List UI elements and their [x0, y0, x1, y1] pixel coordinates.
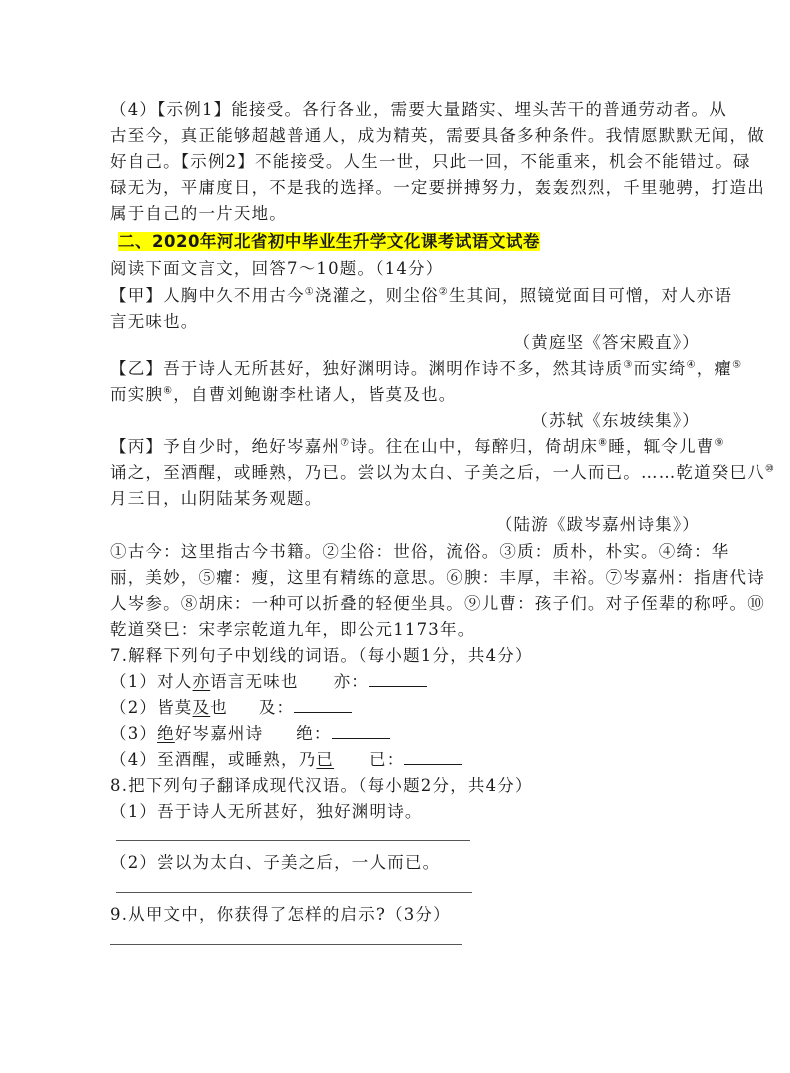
q7-item-2-underlined: 及 — [192, 698, 211, 717]
note-marker-2: ② — [438, 286, 449, 298]
q8-answer-line-2[interactable] — [116, 892, 472, 893]
bing-text-d: 诵之，至酒醒，或睡熟，乃已。尝以为太白、子美之后，一人而已。……乾道癸巳八 — [110, 463, 765, 482]
q7-item-1-prefix: （1）对人 — [110, 672, 193, 691]
q7-item-1-rest: 语言无味也 — [210, 672, 299, 691]
q8-answer-line-1[interactable] — [116, 840, 470, 841]
section-heading-text: 二、2020年河北省初中毕业生升学文化课考试语文试卷 — [118, 232, 540, 251]
note-marker-3: ③ — [623, 359, 634, 371]
yi-line-1 — [110, 356, 742, 382]
yi-text-d: 而实腴 — [110, 385, 164, 404]
q9-title: 9.从甲文中，你获得了怎样的启示?（3分） — [110, 905, 451, 924]
jia-text-b: 浇灌之，则尘俗 — [314, 286, 439, 305]
q7-answer-blank-2[interactable] — [294, 696, 352, 713]
jia-text-c: 生其间，照镜觉面目可憎，对人亦语 — [448, 286, 733, 305]
q7-item-4-underlined: 已 — [316, 750, 335, 769]
example-line-2: 古至今，真正能够超越普通人，成为精英，需要具备多种条件。我情愿默默无闻，做 — [110, 126, 765, 145]
notes-line-4: 乾道癸巳：宋孝宗乾道九年，即公元1173年。 — [110, 620, 476, 639]
example-line-4: 碌无为，平庸度日，不是我的选择。一定要拼搏努力，轰轰烈烈，千里驰骋，打造出 — [110, 178, 765, 197]
q7-item-1-label: 亦： — [333, 672, 370, 691]
q7-item-3-rest: 好岑嘉州诗 — [174, 724, 264, 743]
notes-line-3: 人岑参。⑧胡床：一种可以折叠的轻便坐具。⑨儿曹：孩子们。对子侄辈的称呼。⑩ — [110, 594, 765, 613]
q8-item-2: （2）尝以为太白、子美之后，一人而已。 — [110, 853, 441, 872]
q9-answer-line[interactable] — [110, 944, 462, 945]
bing-text-c: 睡，辄令儿曹 — [608, 437, 715, 456]
bing-text-b: 诗。往在山中，每醉归，倚胡床 — [350, 437, 599, 456]
note-marker-10: ⑩ — [764, 463, 776, 475]
q7-item-2-rest: 也 — [210, 698, 228, 717]
note-marker-8: ⑧ — [598, 437, 609, 449]
q7-item-1-underlined: 亦 — [192, 672, 211, 691]
q7-item-4-prefix: （4）至酒醒，或睡熟，乃 — [110, 750, 317, 769]
q7-answer-blank-1[interactable] — [369, 670, 427, 687]
q7-item-3-underlined: 绝 — [157, 724, 175, 743]
q7-item-4 — [110, 747, 462, 773]
notes-line-2: 丽，美妙，⑤癯：瘦，这里有精练的意思。⑥腴：丰厚，丰裕。⑦岑嘉州：指唐代诗 — [110, 568, 765, 587]
q7-answer-blank-3[interactable] — [332, 722, 390, 739]
q7-item-2-prefix: （2）皆莫 — [110, 698, 193, 717]
bing-line-2 — [110, 460, 775, 486]
q7-item-1 — [110, 669, 427, 695]
bing-text-a: 【丙】予自少时，绝好岑嘉州 — [110, 437, 341, 456]
q7-item-3-prefix: （3） — [110, 724, 158, 743]
note-marker-9: ⑨ — [714, 437, 725, 449]
note-marker-6: ⑥ — [163, 385, 174, 397]
note-marker-4: ④ — [686, 359, 697, 371]
q8-item-1: （1）吾于诗人无所甚好，独好渊明诗。 — [110, 802, 423, 821]
q7-title: 7.解释下列句子中划线的词语。（每小题1分，共4分） — [110, 646, 533, 665]
yi-text-c: ，癯 — [696, 359, 733, 378]
note-marker-5: ⑤ — [732, 359, 743, 371]
q7-item-3-label: 绝： — [296, 724, 332, 743]
jia-text-a: 【甲】人胸中久不用古今 — [110, 286, 305, 305]
section-instruction: 阅读下面文言文，回答7～10题。（14分） — [110, 259, 444, 278]
yi-line-2 — [110, 382, 456, 408]
jia-source: （黄庭坚《答宋殿直》） — [513, 333, 700, 352]
q7-answer-blank-4[interactable] — [404, 748, 462, 765]
section-heading — [118, 229, 540, 255]
yi-text-a: 【乙】吾于诗人无所甚好，独好渊明诗。渊明作诗不多，然其诗质 — [110, 359, 624, 378]
note-marker-7: ⑦ — [340, 437, 351, 449]
example-line-5: 属于自己的一片天地。 — [110, 204, 287, 223]
yi-source: （苏轼《东坡续集》） — [531, 411, 700, 430]
q7-item-4-label: 已： — [369, 750, 405, 769]
bing-line-1 — [110, 434, 725, 460]
jia-line-2: 言无味也。 — [110, 312, 199, 331]
q8-title: 8.把下列句子翻译成现代汉语。（每小题2分，共4分） — [110, 776, 533, 795]
q7-item-2 — [110, 695, 352, 721]
example-line-1: （4）【示例1】能接受。各行各业，需要大量踏实、埋头苦干的普通劳动者。从 — [110, 100, 727, 119]
yi-text-b: 而实绮 — [633, 359, 687, 378]
note-marker-1: ① — [304, 286, 315, 298]
q7-item-3 — [110, 721, 390, 747]
bing-line-3: 月三日，山阴陆某务观题。 — [110, 489, 323, 508]
example-line-3: 好自己。【示例2】不能接受。人生一世，只此一回，不能重来，机会不能错过。碌 — [110, 152, 751, 171]
yi-text-e: ，自曹刘鲍谢李杜诸人，皆莫及也。 — [173, 385, 457, 404]
jia-line-1 — [110, 283, 732, 309]
q7-item-2-label: 及： — [258, 698, 295, 717]
bing-source: （陆游《跋岑嘉州诗集》） — [495, 515, 700, 534]
notes-line-1: ①古今：这里指古今书籍。②尘俗：世俗，流俗。③质：质朴，朴实。④绮：华 — [110, 542, 730, 561]
